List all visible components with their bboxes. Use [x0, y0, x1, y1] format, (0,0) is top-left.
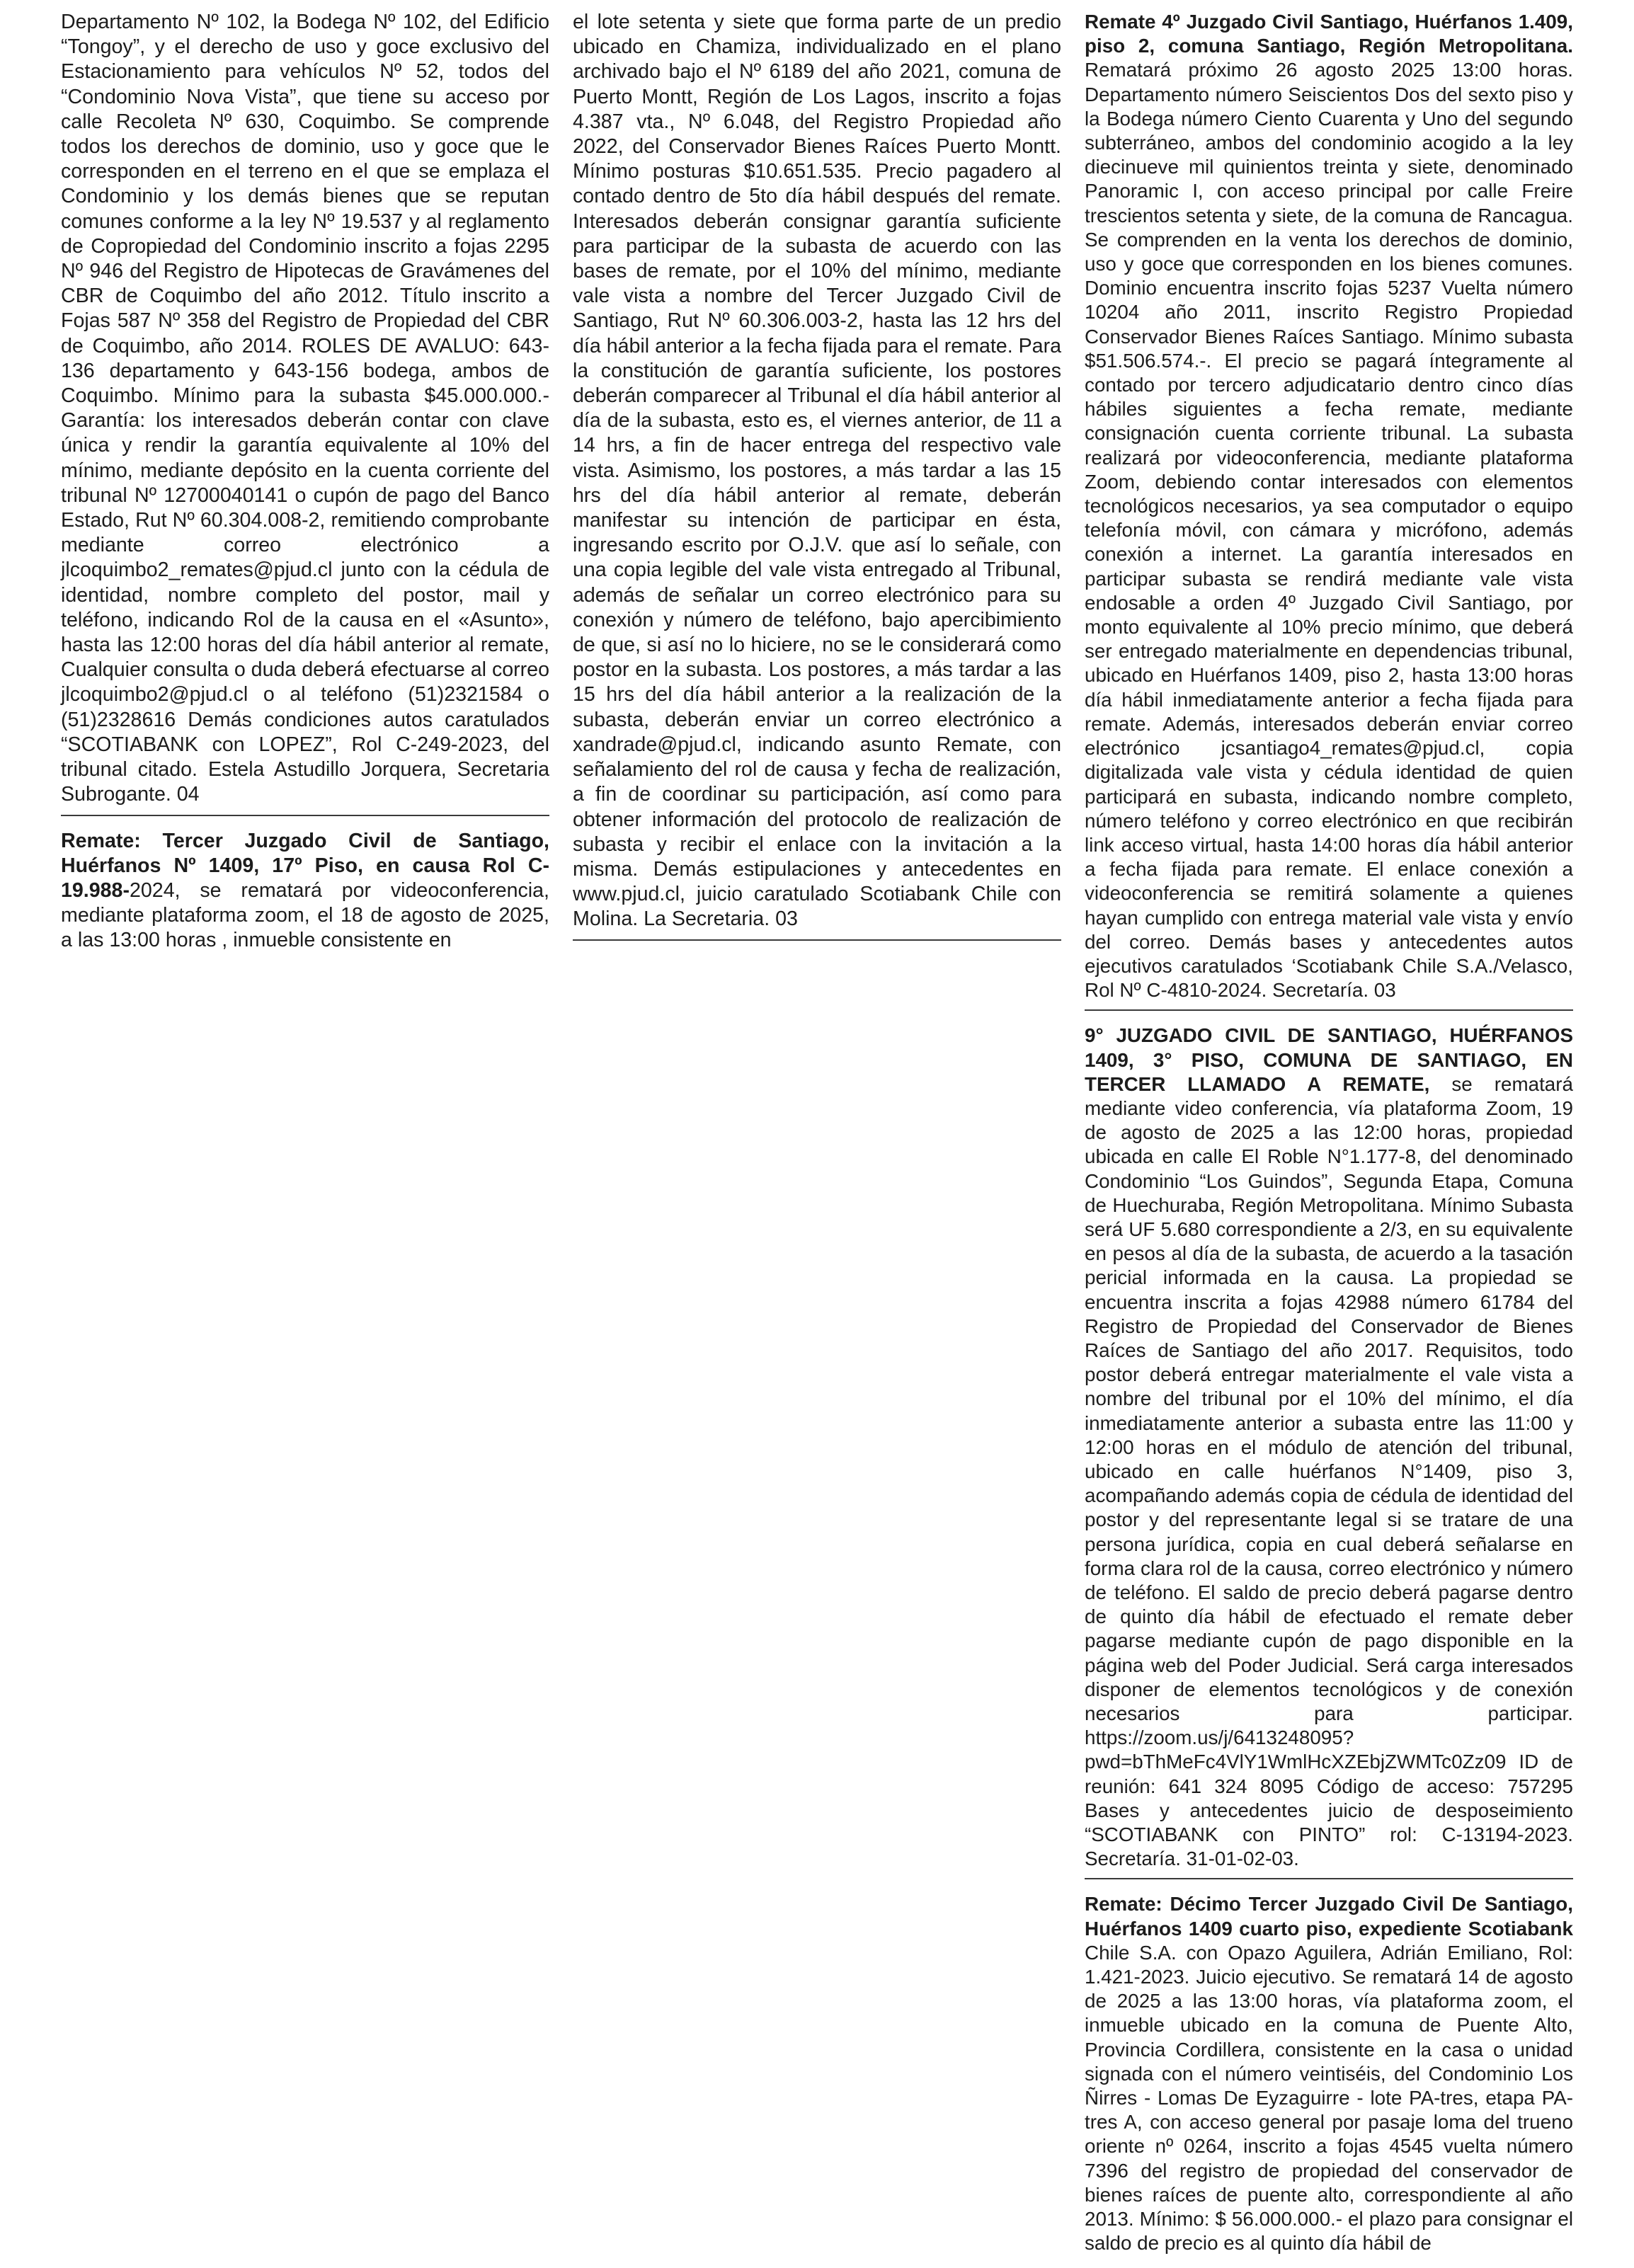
- notice-heading: Remate: Tercer Juzgado Civil de Santiago, Huérfanos Nº 1409, 17º Piso, en causa Rol C-19.988-: [61, 829, 549, 902]
- notice-tercer-juzgado: [61, 829, 549, 953]
- notice-tercer-juzgado-continued: [573, 10, 1061, 932]
- column-2: [573, 10, 1061, 953]
- notice-body: el lote setenta y siete que forma parte de un predio ubicado en Chamiza, individualizado en el plano archivado bajo el Nº 6189 del año 2021, comuna de Puerto Montt, Región de Los Lagos, inscrito a fojas 4.387 vta., Nº 6.048, del Registro Propiedad año 2022, del Conservador Bienes Raíces Puerto Montt. Mínimo posturas $10.651.535. Precio pagadero al contado dentro de 5to día hábil después del remate. Interesados deberán consignar garantía suficiente para participar de la subasta de acuerdo con las bases de remate, por el 10% del mínimo, mediante vale vista a nombre del Tercer Juzgado Civil de Santiago, Rut Nº 60.306.003-2, hasta las 12 hrs del día hábil anterior a la fecha fijada para el remate. Para la constitución de garantía suficiente, los postores deberán comparecer al Tribunal el día hábil anterior al día de la subasta, esto es, el viernes anterior, de 11 a 14 hrs, a fin de hacer entrega del respectivo vale vista. Asimismo, los postores, a más tardar a las 15 hrs del día hábil anterior al remate, deberán manifestar su intención de participar en ésta, ingresando escrito por O.J.V. que así lo señale, con una copia legible del vale vista entregado al Tribunal, además de señalar un correo electrónico para su conexión y número de teléfono, bajo apercibimiento de que, si así no lo hiciere, no se le considerará como postor en la subasta. Los postores, a más tardar a las 15 hrs del día hábil anterior a la realización de la subasta, deberán enviar un correo electrónico a xandrade@pjud.cl, indicando asunto Remate, con señalamiento del rol de causa y fecha de realización, a fin de coordinar su participación, así como para obtener información del protocolo de realización de subasta y recibir el enlace con la invitación a la misma. Demás estipulaciones y antecedentes en www.pjud.cl, juicio caratulado Scotiabank Chile con Molina. La Secretaria. 03: [573, 11, 1061, 931]
- notice-heading: Remate: Décimo Tercer Juzgado Civil De Santiago, Huérfanos 1409 cuarto piso, expediente Scotiabank: [1085, 1893, 1573, 1940]
- notice-decimo-tercer-juzgado: [1085, 1892, 1573, 2255]
- notice-divider: [61, 815, 549, 816]
- notice-noveno-juzgado: [1085, 1024, 1573, 1871]
- notice-coquimbo-continued: [61, 10, 549, 808]
- notice-body: 2024, se rematará por videoconferencia, mediante plataforma zoom, el 18 de agosto de 2025, a las 13:00 horas , inmueble consistente en: [61, 878, 549, 952]
- notice-body: Departamento Nº 102, la Bodega Nº 102, del Edificio “Tongoy”, y el derecho de uso y goce exclusivo del Estacionamiento para vehículos Nº 52, todos del “Condominio Nova Vista”, que tiene su acceso por calle Recoleta Nº 630, Coquimbo. Se comprende todos los derechos de dominio, uso y goce que le corresponden en el terreno en el que se emplaza el Condominio y los demás bienes que se reputan comunes conforme a la ley Nº 19.537 y al reglamento de Copropiedad del Condominio inscrito a fojas 2295 Nº 946 del Registro de Hipotecas de Gravámenes del CBR de Coquimbo del año 2012. Título inscrito a Fojas 587 Nº 358 del Registro de Propiedad del CBR de Coquimbo, año 2014. ROLES DE AVALUO: 643-136 departamento y 643-156 bodega, ambos de Coquimbo. Mínimo para la subasta $45.000.000.- Garantía: los interesados deberán contar con clave única y rendir la garantía equivalente al 10% del mínimo, mediante depósito en la cuenta corriente del tribunal Nº 12700040141 o cupón de pago del Banco Estado, Rut Nº 60.304.008-2, remitiendo comprobante mediante correo electrónico a jlcoquimbo2_remates@pjud.cl junto con la cédula de identidad, nombre completo del postor, mail y teléfono, indicando Rol de la causa en el «Asunto», hasta las 12:00 horas del día hábil anterior al remate, Cualquier consulta o duda deberá efectuarse al correo jlcoquimbo2@pjud.cl o al teléfono (51)2321584 o (51)2328616 Demás condiciones autos caratulados “SCOTIABANK con LOPEZ”, Rol C-249-2023, del tribunal citado. Estela Astudillo Jorquera, Secretaria Subrogante. 04: [61, 11, 549, 806]
- notice-divider: [573, 939, 1061, 941]
- column-1: [61, 10, 549, 953]
- notice-heading: 9° JUZGADO CIVIL DE SANTIAGO, HUÉRFANOS 1409, 3° PISO, COMUNA DE SANTIAGO, EN TERCER LLAMADO A REMATE,: [1085, 1024, 1573, 1095]
- notice-cuarto-juzgado: [1085, 10, 1573, 1002]
- column-3: [1085, 10, 1573, 2255]
- notice-body: Chile S.A. con Opazo Aguilera, Adrián Emiliano, Rol: 1.421-2023. Juicio ejecutivo. Se rematará 14 de agosto de 2025 a las 13:00 horas, vía plataforma zoom, el inmueble ubicado en la comuna de Puente Alto, Provincia Cordillera, consistente en la casa o unidad signada con el número veintiséis, del Condominio Los Ñirres - Lomas De Eyzaguirre - lote PA-tres, etapa PA-tres A, con acceso general por pasaje loma del trueno oriente nº 0264, inscrito a fojas 4545 vuelta número 7396 del registro de propiedad del conservador de bienes raíces de puente alto, correspondiente al año 2013. Mínimo: $ 56.000.000.- el plazo para consignar el saldo de precio es al quinto día hábil de: [1085, 1941, 1573, 2255]
- notice-body: Rematará próximo 26 agosto 2025 13:00 horas. Departamento número Seiscientos Dos del sexto piso y la Bodega número Ciento Cuarenta y Uno del segundo subterráneo, ambos del condominio acogido a la ley diecinueve mil quinientos treinta y siete, denominado Panoramic I, con acceso principal por calle Freire trescientos setenta y siete, de la comuna de Rancagua. Se comprenden en la venta los derechos de dominio, uso y goce que corresponden en los bienes comunes. Dominio encuentra inscrito fojas 5237 Vuelta número 10204 año 2011, inscrito Registro Propiedad Conservador Bienes Raíces Santiago. Mínimo subasta $51.506.574.-. El precio se pagará íntegramente al contado por tercero adjudicatario dentro cinco días hábiles siguientes a fecha remate, mediante consignación cuenta corriente tribunal. La subasta realizará por videoconferencia, mediante plataforma Zoom, debiendo contar interesados con elementos tecnológicos necesarios, ya sea computador o equipo telefonía móvil, con cámara y micrófono, además conexión a internet. La garantía interesados en participar subasta se rendirá mediante vale vista endosable a orden 4º Juzgado Civil Santiago, por monto equivalente al 10% precio mínimo, que deberá ser entregado materialmente en dependencias tribunal, ubicado en Huérfanos 1409, piso 2, hasta 13:00 horas día hábil inmediatamente anterior a fecha fijada para remate. Además, interesados deberán enviar correo electrónico jcsantiago4_remates@pjud.cl, copia digitalizada vale vista y cédula identidad de quien participará en subasta, indicando nombre completo, número teléfono y correo electrónico en que recibirán link acceso virtual, hasta 14:00 horas día hábil anterior a fecha fijada para remate. El enlace conexión a videoconferencia se remitirá solamente a quienes hayan cumplido con entrega material vale vista y envío del correo. Demás bases y antecedentes autos ejecutivos caratulados ‘Scotiabank Chile S.A./Velasco, Rol Nº C-4810-2024. Secretaría. 03: [1085, 59, 1573, 1002]
- notice-body: se rematará mediante video conferencia, vía plataforma Zoom, 19 de agosto de 2025 a las 12:00 horas, propiedad ubicada en calle El Roble N°1.177-8, del denominado Condominio “Los Guindos”, Segunda Etapa, Comuna de Huechuraba, Región Metropolitana. Mínimo Subasta será UF 5.680 correspondiente a 2/3, en su equivalente en pesos al día de la subasta, de acuerdo a la tasación pericial informada en la causa. La propiedad se encuentra inscrita a fojas 42988 número 61784 del Registro de Propiedad del Conservador de Bienes Raíces de Santiago del año 2017. Requisitos, todo postor deberá entregar materialmente el vale vista a nombre del tribunal por el 10% del mínimo, el día inmediatamente anterior a subasta entre las 11:00 y 12:00 horas en el módulo de atención del tribunal, ubicado en calle huérfanos N°1409, piso 3, acompañando además copia de cédula de identidad del postor y del representante legal si se tratare de una persona jurídica, copia en cual deberá señalarse en forma clara rol de la causa, correo electrónico y número de teléfono. El saldo de precio deberá pagarse dentro de quinto día hábil de efectuado el remate deber pagarse mediante cupón de pago disponible en la página web del Poder Judicial. Será carga interesados disponer de elementos tecnológicos y de conexión necesarios para participar. https://zoom.us/j/6413248095?pwd=bThMeFc4VlY1WmlHcXZEbjZWMTc0Zz09 ID de reunión: 641 324 8095 Código de acceso: 757295 Bases y antecedentes juicio de desposeimiento “SCOTIABANK con PINTO” rol: C-13194-2023. Secretaría. 31-01-02-03.: [1085, 1072, 1573, 1870]
- notice-heading: Remate 4º Juzgado Civil Santiago, Huérfanos 1.409, piso 2, comuna Santiago, Región Metropolitana.: [1085, 11, 1573, 57]
- notice-divider: [1085, 1009, 1573, 1011]
- notice-divider: [1085, 1878, 1573, 1879]
